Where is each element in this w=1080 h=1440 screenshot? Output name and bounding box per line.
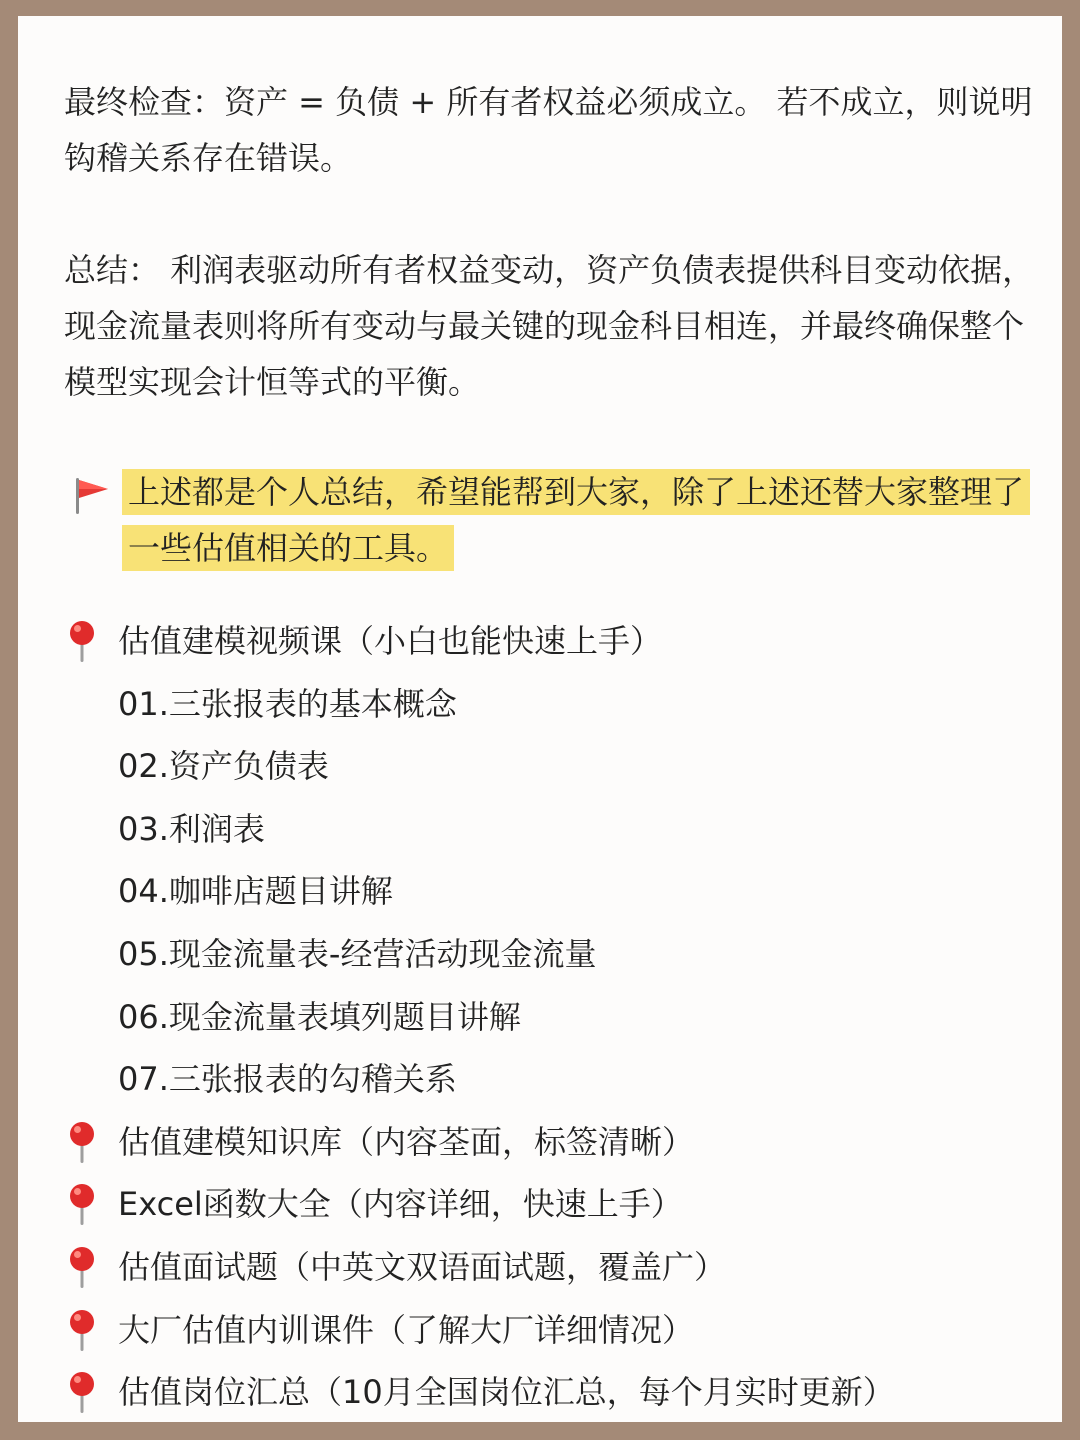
list-item (64, 860, 1064, 923)
list-item (64, 735, 1064, 798)
summary-paragraph: 总结： 利润表驱动所有者权益变动，资产负债表提供科目变动依据，现金流量表则将所有变动与最关键的现金科目相连，并最终确保整个模型实现会计恒等式的平衡。 (64, 251, 1035, 401)
list-item-label: 01.三张报表的基本概念 (118, 684, 457, 723)
round-pushpin-icon (66, 1246, 98, 1290)
round-pushpin-icon (66, 1121, 98, 1165)
list-item-label: 估值建模知识库（内容荃面，标签清晰） (118, 1122, 695, 1161)
list-item-label: 估值面试题（中英文双语面试题，覆盖广） (118, 1247, 727, 1286)
list-item (64, 1299, 1064, 1362)
list-item-label: 大厂估值内训课件（了解大厂详细情况） (118, 1310, 695, 1349)
check-paragraph: 最终检查：资产 = 负债 + 所有者权益必须成立。 若不成立，则说明钩稽关系存在错误。 (64, 83, 1033, 177)
list-item (64, 673, 1064, 736)
list-item-label: 估值岗位汇总（10月全国岗位汇总，每个月实时更新） (118, 1373, 895, 1412)
list-item (64, 1048, 1064, 1111)
highlight-text (122, 464, 1042, 576)
highlight-text-span: 上述都是个人总结，希望能帮到大家，除了上述还替大家整理了一些估值相关的工具。 (122, 469, 1030, 571)
content-card (18, 16, 1062, 1422)
list-item (64, 1236, 1064, 1299)
list-item (64, 923, 1064, 986)
list-item-label: 估值建模视频课（小白也能快速上手） (118, 622, 663, 660)
list-item (64, 1361, 1064, 1424)
list-item (64, 1111, 1064, 1174)
list-item (64, 1173, 1064, 1236)
list-item-label: 04.咖啡店题目讲解 (118, 872, 393, 911)
round-pushpin-icon (66, 1183, 98, 1227)
list-item-label: Excel函数大全（内容详细，快速上手） (118, 1185, 683, 1224)
red-flag-icon (72, 476, 112, 516)
list-item-label: 07.三张报表的勾稽关系 (118, 1060, 457, 1099)
list-item (64, 986, 1064, 1049)
round-pushpin-icon (66, 1371, 98, 1415)
tool-list (64, 610, 1064, 1424)
list-item-label: 03.利润表 (118, 809, 265, 848)
list-item (64, 798, 1064, 861)
list-item-label: 02.资产负债表 (118, 747, 329, 786)
list-item-label: 06.现金流量表填列题目讲解 (118, 997, 521, 1036)
list-item (64, 610, 1064, 673)
list-item-label: 05.现金流量表-经营活动现金流量 (118, 934, 597, 973)
round-pushpin-icon (66, 620, 98, 664)
round-pushpin-icon (66, 1309, 98, 1353)
